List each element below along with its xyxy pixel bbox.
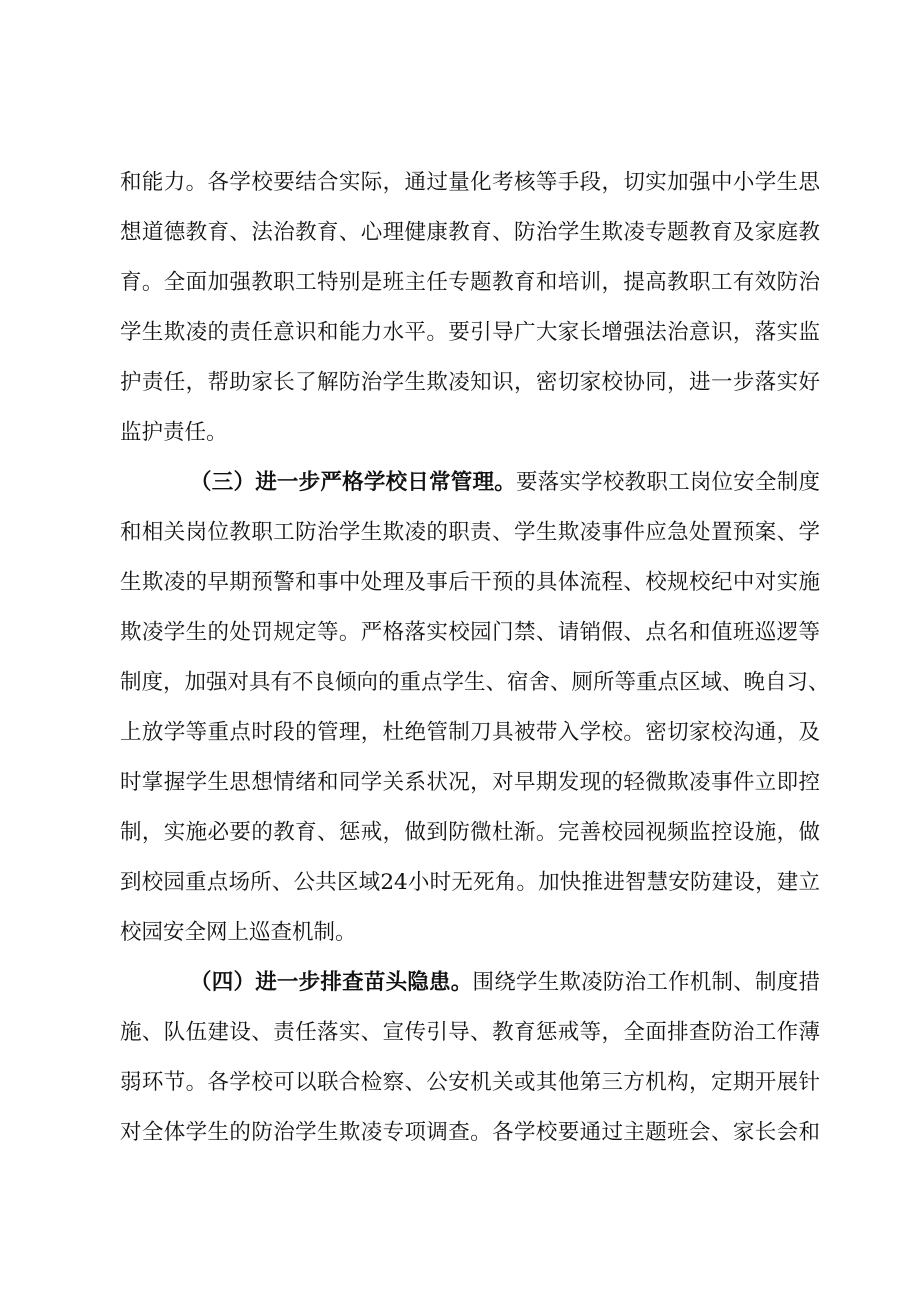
text-line: 上放学等重点时段的管理，杜绝管制刀具被带入学校。密切家校沟通，及 <box>120 720 820 745</box>
text-line: 时掌握学生思想情绪和同学关系状况，对早期发现的轻微欺凌事件立即控 <box>120 770 820 795</box>
section-3-heading: （三）进一步严格学校日常管理。 <box>190 470 516 495</box>
text-line: 监护责任。 <box>120 420 228 445</box>
text-line: 欺凌学生的处罚规定等。严格落实校园门禁、请销假、点名和值班巡逻等 <box>120 620 820 645</box>
text-line: 到校园重点场所、公共区域24小时无死角。加快推进智慧安防建设，建立 <box>120 870 820 895</box>
section-3-first-line <box>190 463 820 503</box>
text-line: 对全体学生的防治学生欺凌专项调查。各学校要通过主题班会、家长会和 <box>120 1120 820 1145</box>
text-line: 制，实施必要的教育、惩戒，做到防微杜渐。完善校园视频监控设施，做 <box>120 820 820 845</box>
text-line: 想道德教育、法治教育、心理健康教育、防治学生欺凌专题教育及家庭教 <box>120 220 820 245</box>
text-line: 生欺凌的早期预警和事中处理及事后干预的具体流程、校规校纪中对实施 <box>120 570 820 595</box>
section-4-first-line <box>190 963 820 1003</box>
text-line: 学生欺凌的责任意识和能力水平。要引导广大家长增强法治意识，落实监 <box>120 320 820 345</box>
text-line: 和相关岗位教职工防治学生欺凌的职责、学生欺凌事件应急处置预案、学 <box>120 520 820 545</box>
section-4-heading: （四）进一步排查苗头隐患。 <box>190 970 473 995</box>
text-line: 护责任，帮助家长了解防治学生欺凌知识，密切家校协同，进一步落实好 <box>120 370 820 395</box>
text-line: 制度，加强对具有不良倾向的重点学生、宿舍、厕所等重点区域、晚自习、 <box>120 670 830 695</box>
section-3-first-line-text: 要落实学校教职工岗位安全制度 <box>515 470 820 495</box>
text-line: 弱环节。各学校可以联合检察、公安机关或其他第三方机构，定期开展针 <box>120 1070 820 1095</box>
text-line: 校园安全网上巡查机制。 <box>120 920 357 945</box>
text-line: 和能力。各学校要结合实际，通过量化考核等手段，切实加强中小学生思 <box>120 170 820 195</box>
text-line: 施、队伍建设、责任落实、宣传引导、教育惩戒等，全面排查防治工作薄 <box>120 1020 820 1045</box>
text-line: 育。全面加强教职工特别是班主任专题教育和培训，提高教职工有效防治 <box>120 270 820 295</box>
section-4-first-line-text: 围绕学生欺凌防治工作机制、制度措 <box>472 970 820 995</box>
